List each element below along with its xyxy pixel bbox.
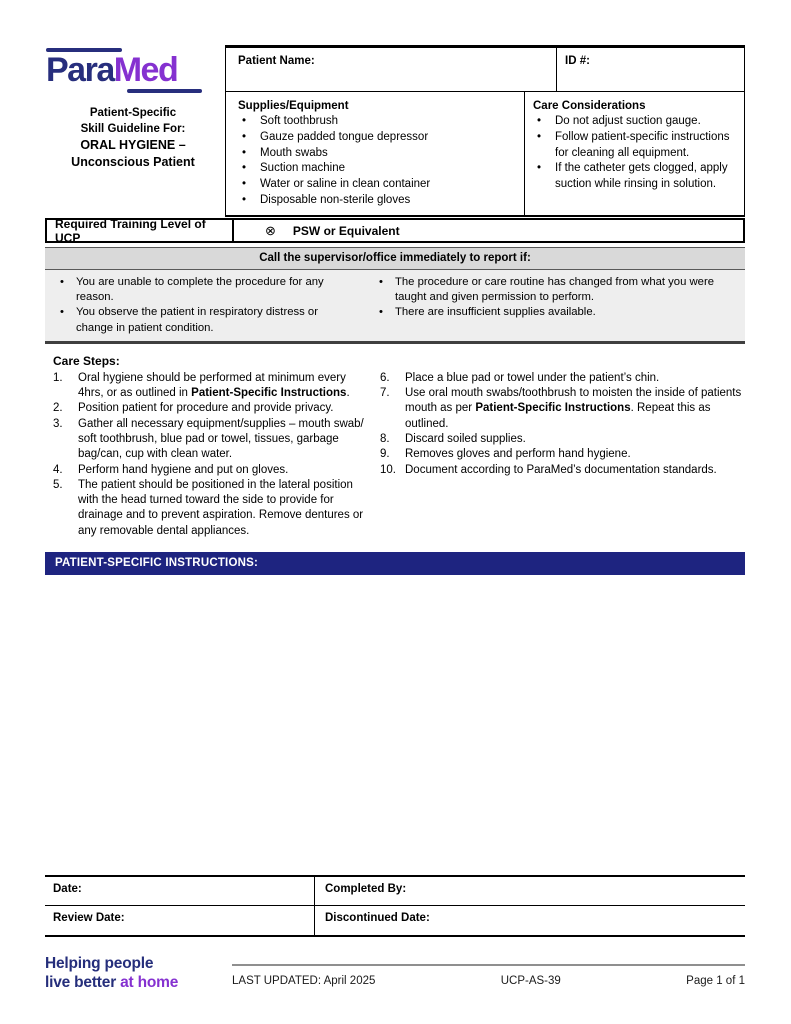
logo-para-text: Para bbox=[46, 51, 114, 89]
patient-info-table bbox=[225, 45, 745, 217]
care-steps-right-column bbox=[378, 371, 745, 539]
tagline-line-1: Helping people bbox=[45, 955, 154, 972]
supply-item: Water or saline in clean container bbox=[260, 178, 431, 191]
step-text: Removes gloves and perform hand hygiene. bbox=[405, 448, 631, 461]
step-text: Gather all necessary equipment/supplies – mouth swab/ soft toothbrush, blue pad or towel, tissues, garbage bag/can, cup with clean water. bbox=[78, 417, 364, 461]
step-text: Discard soiled supplies. bbox=[405, 433, 526, 445]
bullet-icon: • bbox=[60, 276, 64, 288]
completed-by-field[interactable] bbox=[315, 877, 745, 905]
report-left-column bbox=[45, 275, 374, 336]
report-item: There are insufficient supplies available. bbox=[395, 306, 596, 319]
care-step bbox=[380, 463, 745, 478]
care-step bbox=[53, 478, 374, 539]
completed-by-label: Completed By: bbox=[325, 883, 407, 896]
date-field[interactable] bbox=[45, 877, 315, 905]
supplies-title: Supplies/Equipment bbox=[238, 100, 349, 112]
care-steps-title: Care Steps: bbox=[53, 353, 120, 368]
patient-name-field[interactable] bbox=[226, 48, 556, 91]
step-text: Oral hygiene should be performed at minimum every 4hrs, or as outlined in bbox=[78, 371, 346, 400]
step-text: Place a blue pad or towel under the patient’s chin. bbox=[405, 371, 660, 384]
list-item bbox=[533, 130, 738, 162]
bullet-icon: • bbox=[242, 193, 247, 206]
step-text: . Repeat this as outlined. bbox=[405, 402, 711, 430]
table-row bbox=[45, 877, 745, 906]
header bbox=[45, 45, 745, 217]
list-item bbox=[238, 114, 518, 130]
list-item bbox=[374, 305, 745, 320]
care-step bbox=[53, 401, 374, 416]
bullet-icon: • bbox=[379, 306, 383, 319]
step-number: 7. bbox=[380, 387, 390, 400]
consideration-item: If the catheter gets clogged, apply suction while rinsing in solution. bbox=[555, 162, 728, 191]
care-step bbox=[380, 371, 745, 386]
title-line-1: Patient-Specific bbox=[89, 107, 177, 119]
report-right-column bbox=[374, 275, 745, 336]
signature-table bbox=[45, 875, 745, 937]
last-updated-text: LAST UPDATED: April 2025 bbox=[232, 975, 376, 987]
tagline-at-home: at home bbox=[120, 973, 179, 991]
bullet-icon: • bbox=[242, 115, 247, 127]
bullet-icon: • bbox=[242, 146, 247, 159]
header-left-column bbox=[45, 45, 225, 217]
training-level-text: PSW or Equivalent bbox=[292, 223, 400, 238]
consideration-item: Follow patient-specific instructions for cleaning all equipment. bbox=[555, 130, 730, 159]
brand-tagline bbox=[45, 955, 178, 992]
supply-item: Disposable non-sterile gloves bbox=[260, 193, 411, 206]
care-step bbox=[380, 386, 745, 432]
circled-x-icon: ⊗ bbox=[265, 222, 276, 238]
bullet-icon: • bbox=[242, 162, 247, 175]
step-number: 6. bbox=[380, 371, 390, 384]
discontinued-date-label: Discontinued Date: bbox=[325, 912, 430, 925]
document-title bbox=[45, 105, 221, 171]
review-date-field[interactable] bbox=[45, 906, 315, 935]
list-item bbox=[238, 146, 518, 162]
step-number: 2. bbox=[53, 402, 63, 415]
discontinued-date-field[interactable] bbox=[315, 906, 745, 935]
step-number: 10. bbox=[380, 463, 396, 476]
list-item bbox=[238, 161, 518, 177]
supplies-care-row bbox=[226, 92, 744, 215]
step-number: 9. bbox=[380, 448, 390, 461]
bullet-icon: • bbox=[537, 162, 542, 175]
care-steps-section bbox=[45, 354, 745, 539]
page-number: Page 1 of 1 bbox=[686, 975, 745, 987]
date-label: Date: bbox=[53, 883, 82, 896]
bullet-icon: • bbox=[537, 130, 542, 143]
table-row bbox=[45, 906, 745, 935]
training-value bbox=[232, 220, 743, 241]
list-item bbox=[238, 130, 518, 146]
care-step bbox=[53, 371, 374, 402]
supply-item: Suction machine bbox=[260, 162, 346, 175]
logo-bottom-rule bbox=[127, 89, 202, 93]
patient-name-label: Patient Name: bbox=[238, 55, 315, 67]
care-step bbox=[380, 447, 745, 462]
care-step bbox=[53, 463, 374, 478]
step-number: 8. bbox=[380, 433, 390, 445]
care-step bbox=[380, 432, 745, 447]
patient-specific-instructions-bar: PATIENT-SPECIFIC INSTRUCTIONS: bbox=[45, 552, 745, 575]
header-right-column bbox=[225, 45, 745, 217]
required-training-row bbox=[45, 218, 745, 243]
supplies-cell bbox=[226, 92, 524, 215]
step-text: Perform hand hygiene and put on gloves. bbox=[78, 463, 289, 476]
step-number: 4. bbox=[53, 463, 63, 476]
step-text: Use oral mouth swabs/toothbrush to moisten the inside of patients mouth as per bbox=[405, 387, 742, 415]
list-item bbox=[45, 275, 374, 305]
bullet-icon: • bbox=[537, 115, 542, 127]
title-line-2: Skill Guideline For: bbox=[80, 123, 186, 135]
care-considerations-title: Care Considerations bbox=[533, 100, 646, 112]
step-text: Document according to ParaMed’s documentation standards. bbox=[405, 463, 717, 476]
care-steps-left-column bbox=[45, 371, 378, 539]
bullet-icon: • bbox=[242, 130, 247, 143]
list-item bbox=[238, 193, 518, 209]
tagline-line-2 bbox=[45, 974, 178, 993]
report-section-body bbox=[45, 270, 745, 344]
step-text: . bbox=[346, 387, 350, 400]
supply-item: Soft toothbrush bbox=[260, 115, 338, 127]
report-item: The procedure or care routine has changed from what you were taught and given permission to perform. bbox=[395, 276, 714, 304]
list-item bbox=[45, 305, 374, 335]
step-text: Position patient for procedure and provide privacy. bbox=[78, 402, 334, 415]
logo-wordmark bbox=[46, 52, 225, 89]
list-item bbox=[238, 177, 518, 193]
consideration-item: Do not adjust suction gauge. bbox=[555, 115, 701, 127]
step-text-bold: Patient-Specific Instructions bbox=[475, 402, 631, 415]
step-text: The patient should be positioned in the lateral position with the head turned toward the side to provide for drainage and to prevent aspiration. Remove dentures or any removable dental appliances. bbox=[78, 478, 364, 537]
report-section-header: Call the supervisor/office immediately to report if: bbox=[45, 247, 745, 270]
tagline-live-better: live better bbox=[45, 973, 121, 991]
bullet-icon: • bbox=[379, 276, 383, 288]
bullet-icon: • bbox=[60, 306, 64, 319]
supply-item: Gauze padded tongue depressor bbox=[260, 130, 429, 143]
care-considerations-cell bbox=[524, 92, 744, 215]
step-number: 3. bbox=[53, 417, 63, 430]
care-step bbox=[53, 417, 374, 463]
list-item bbox=[533, 114, 738, 130]
patient-name-row bbox=[226, 48, 744, 92]
logo-med-text: Med bbox=[113, 51, 178, 89]
document-code: UCP-AS-39 bbox=[500, 975, 561, 987]
list-item bbox=[374, 275, 745, 305]
paramed-logo bbox=[45, 48, 225, 93]
title-line-4: Unconscious Patient bbox=[71, 155, 195, 169]
list-item bbox=[533, 161, 738, 193]
footer-bar bbox=[232, 964, 745, 987]
report-item: You observe the patient in respiratory distress or change in patient condition. bbox=[76, 306, 318, 334]
step-number: 5. bbox=[53, 478, 63, 491]
care-steps-columns bbox=[45, 371, 745, 539]
bullet-icon: • bbox=[242, 178, 247, 191]
title-line-3: ORAL HYGIENE – bbox=[80, 138, 186, 152]
review-date-label: Review Date: bbox=[53, 912, 125, 925]
step-text-bold: Patient-Specific Instructions bbox=[191, 387, 347, 400]
patient-id-label: ID #: bbox=[565, 55, 590, 67]
supply-item: Mouth swabs bbox=[260, 146, 328, 159]
report-item: You are unable to complete the procedure for any reason. bbox=[76, 276, 324, 304]
training-label: Required Training Level of UCP bbox=[55, 216, 206, 245]
step-number: 1. bbox=[53, 371, 63, 384]
patient-specific-instructions-area[interactable] bbox=[45, 575, 745, 875]
patient-id-field[interactable] bbox=[556, 48, 744, 91]
